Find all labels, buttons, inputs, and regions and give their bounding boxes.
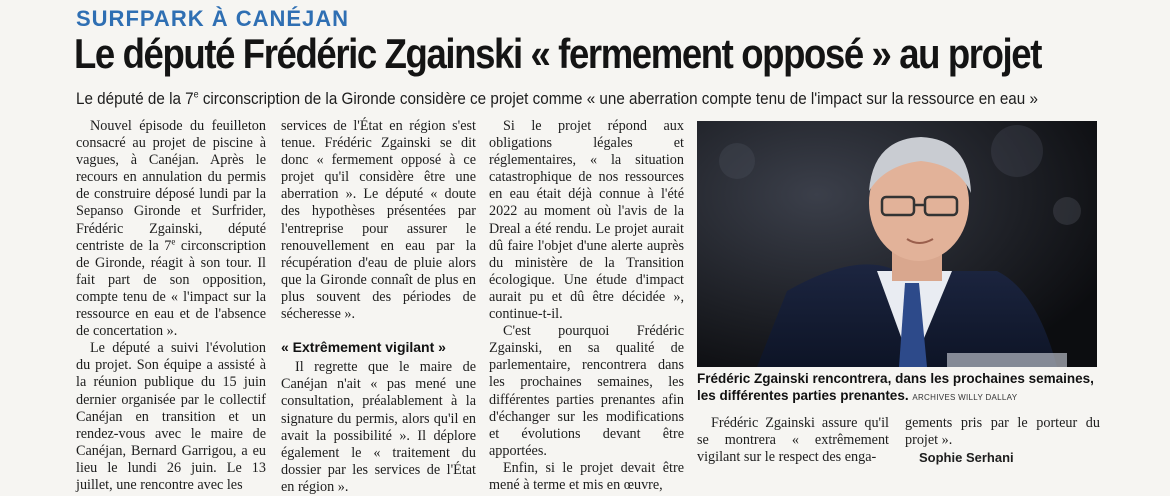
paragraph: Frédéric Zgainski assure qu'il se montrera « extrêmement vigilant sur le respect des enga- xyxy=(697,415,889,466)
paragraph: Enfin, si le projet devait être mené à terme et mis en œuvre, xyxy=(489,459,684,493)
standfirst xyxy=(76,89,1038,109)
photo-caption xyxy=(697,370,1097,406)
portrait-illustration xyxy=(697,121,1097,367)
paragraph: Le député a suivi l'évolution du projet. Son équipe a assisté à la réunion publique du 15 juin dernier organisée par le collectif Canéjan en transition et un rendez-vous avec le maire de Canéjan, Bernard Garrigou, a eu lieu le lundi 26 juin. Le 13 juillet, une rencontre avec les xyxy=(76,340,266,493)
caption-text: Frédéric Zgainski rencontrera, dans les prochaines semaines, les différentes parties prenantes. xyxy=(697,371,1094,403)
paragraph xyxy=(76,118,266,340)
subheading: « Extrêmement vigilant » xyxy=(281,339,446,356)
article-column-2 xyxy=(281,118,476,496)
article-column-1 xyxy=(76,118,266,494)
paragraph: gements pris par le porteur du projet ». xyxy=(905,415,1100,449)
article-photo xyxy=(697,121,1097,367)
paragraph-text: circonscription de Gironde, réagit à son tour. Il fait part de son opposition, compte tenu de « l'impact sur la ressource en eau et de l'absence de concertation ». xyxy=(76,237,266,340)
headline: Le député Frédéric Zgainski « fermement opposé » au projet xyxy=(74,30,1042,77)
standfirst-ordinal: e xyxy=(193,89,199,101)
paragraph: services de l'État en région s'est tenue. Frédéric Zgainski se dit donc « fermement opposé à ce projet qu'il considère être une aberration ». Le député « doute des hypothèses présentées par l'entreprise pour assurer le renouvellement en eau par la récupération d'eau de pluie alors que la Gironde connaît de plus en plus souvent des périodes de sécheresse ». xyxy=(281,118,476,323)
paragraph: Il regrette que le maire de Canéjan n'ait « pas mené une consultation, préalablement à la signature du permis, alors qu'il en avait la possibilité ». Il déplore également le « traitement du dossier par les services de l'État en région ». xyxy=(281,359,476,495)
standfirst-text-a: Le député de la 7 xyxy=(76,89,194,108)
paragraph: Si le projet répond aux obligations légales et réglementaires, « la situation catastrophique de nos ressources en eau était déjà connue à l'été 2022 au moment où l'avis de la Dreal a été rendu. Le projet aurait dû faire l'objet d'une alerte auprès du ministère de la Transition écologique. Une étude d'impact aurait pu et dû être décidée », continue-t-il. xyxy=(489,118,684,323)
ordinal-suffix: e xyxy=(171,235,176,246)
photo-credit: ARCHIVES WILLY DALLAY xyxy=(912,393,1018,402)
standfirst-text-b: circonscription de la Gironde considère ce projet comme « une aberration compte tenu de l'impact sur la ressource en eau » xyxy=(198,89,1038,108)
paragraph: C'est pourquoi Frédéric Zgainski, en sa qualité de parlementaire, rencontrera dans les prochaines semaines, les différentes parties prenantes afin d'échanger sur les modifications et évolutions devant être apportées. xyxy=(489,323,684,459)
article-column-3 xyxy=(489,118,684,494)
paragraph-text: Nouvel épisode du feuilleton consacré au projet de piscine à vagues, à Canéjan. Après le recours en annulation du permis de construire déposé lundi par la Sepanso Gironde et Surfrider, Frédéric Zgainski, député centriste de la 7 xyxy=(76,118,266,254)
section-kicker: SURFPARK À CANÉJAN xyxy=(76,6,350,31)
author-signature: Sophie Serhani xyxy=(919,450,1014,466)
article-column-4 xyxy=(697,415,889,466)
article-column-5 xyxy=(905,415,1100,466)
